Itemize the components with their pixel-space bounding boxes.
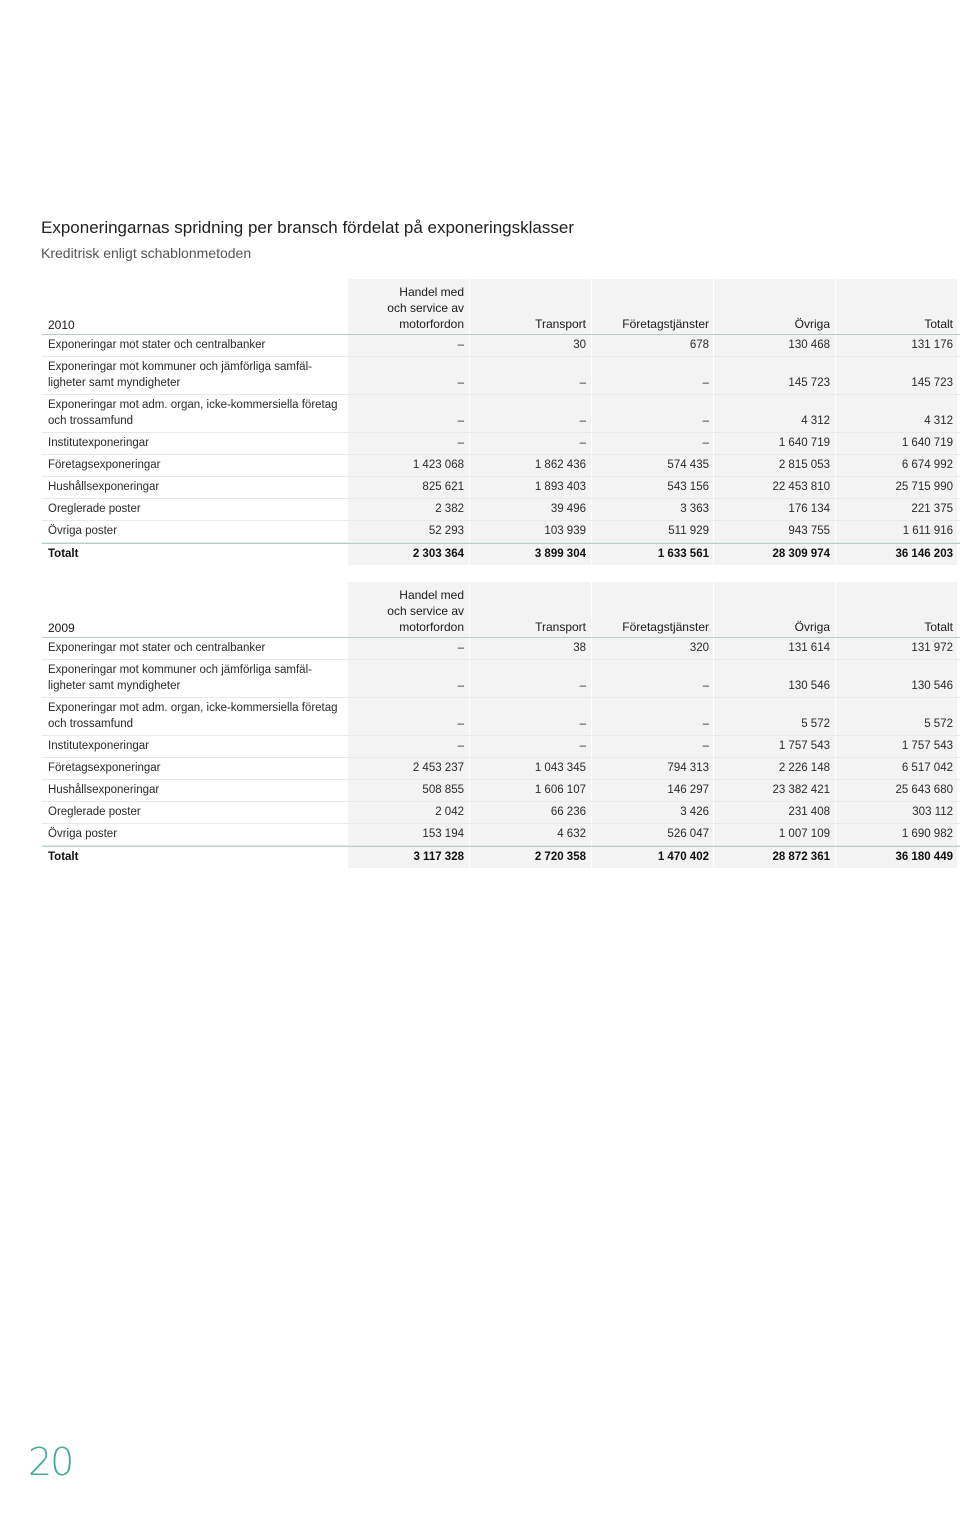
table-row — [42, 758, 960, 780]
page-subtitle: Kreditrisk enligt schablonmetoden — [41, 245, 252, 261]
row-label: Oreglerade poster — [48, 806, 141, 818]
table-cell: 30 — [573, 339, 586, 351]
table-cell: 5 572 — [924, 718, 953, 730]
table-cell: 52 293 — [428, 525, 464, 537]
table-cell: 231 408 — [788, 806, 830, 818]
table-cell: 320 — [689, 642, 709, 654]
page-number: 20 — [28, 1440, 73, 1484]
table-cell: 526 047 — [667, 828, 709, 840]
table-cell: 825 621 — [422, 481, 464, 493]
column-header-foretagstjanster: Företagstjänster — [622, 620, 709, 634]
total-cell: 2 720 358 — [534, 851, 586, 863]
table-cell: – — [457, 718, 464, 730]
table-cell: 1 043 345 — [534, 762, 586, 774]
total-cell: 1 633 561 — [657, 548, 709, 560]
table-cell: 2 382 — [435, 503, 464, 515]
table-cell: – — [702, 680, 709, 692]
row-label: Institutexponeringar — [48, 740, 150, 752]
table-row — [42, 455, 960, 477]
row-label: Övriga poster — [48, 828, 118, 840]
total-label: Totalt — [48, 548, 79, 560]
table-cell: – — [702, 437, 709, 449]
row-label: Hushållsexponeringar — [48, 481, 160, 493]
column-header-totalt: Totalt — [924, 317, 953, 331]
total-cell: 1 470 402 — [657, 851, 709, 863]
table-cell: 130 546 — [911, 680, 953, 692]
table-row — [42, 499, 960, 521]
table-cell: 508 855 — [422, 784, 464, 796]
table-cell: – — [702, 377, 709, 389]
table-body — [42, 638, 960, 868]
total-cell: 36 146 203 — [895, 548, 953, 560]
table-cell: 130 546 — [788, 680, 830, 692]
table-cell: 131 176 — [911, 339, 953, 351]
year-label: 2009 — [48, 621, 75, 635]
table-cell: 1 007 109 — [778, 828, 830, 840]
table-cell: 22 453 810 — [772, 481, 830, 493]
table-cell: 1 893 403 — [534, 481, 586, 493]
table-2009 — [42, 582, 960, 868]
table-body — [42, 335, 960, 565]
total-row — [42, 846, 960, 868]
table-cell: 145 723 — [788, 377, 830, 389]
table-header — [42, 582, 960, 638]
total-cell: 3 899 304 — [534, 548, 586, 560]
table-cell: 103 939 — [544, 525, 586, 537]
table-cell: – — [457, 339, 464, 351]
table-cell: 511 929 — [668, 525, 709, 537]
row-label: Företagsexponeringar — [48, 459, 161, 471]
table-cell: – — [579, 680, 586, 692]
table-cell: – — [579, 437, 586, 449]
table-cell: 943 755 — [788, 525, 830, 537]
total-cell: 2 303 364 — [412, 548, 464, 560]
total-row — [42, 543, 960, 565]
column-header-totalt: Totalt — [924, 620, 953, 634]
table-cell: 3 426 — [680, 806, 709, 818]
table-cell: 1 611 916 — [902, 525, 953, 537]
table-cell: 39 496 — [550, 503, 586, 515]
total-cell: 28 872 361 — [772, 851, 830, 863]
row-label: Företagsexponeringar — [48, 762, 161, 774]
table-row — [42, 357, 960, 395]
column-header-foretagstjanster: Företagstjänster — [622, 317, 709, 331]
table-cell: 1 690 982 — [901, 828, 953, 840]
table-row — [42, 335, 960, 357]
table-cell: 4 312 — [801, 415, 830, 427]
table-cell: 153 194 — [422, 828, 464, 840]
table-cell: 146 297 — [667, 784, 709, 796]
table-cell: 6 517 042 — [901, 762, 953, 774]
table-cell: 4 632 — [557, 828, 586, 840]
table-cell: – — [457, 740, 464, 752]
table-cell: 5 572 — [801, 718, 830, 730]
table-cell: 1 862 436 — [534, 459, 586, 471]
row-label: Exponeringar mot kommuner och jämförliga samfäl- ligheter samt myndigheter — [48, 664, 312, 692]
total-label: Totalt — [48, 851, 79, 863]
table-row — [42, 802, 960, 824]
table-cell: 38 — [573, 642, 586, 654]
table-cell: – — [457, 642, 464, 654]
table-cell: 130 468 — [788, 339, 830, 351]
table-cell: 66 236 — [550, 806, 586, 818]
row-label: Exponeringar mot stater och centralbanker — [48, 642, 266, 654]
table-row — [42, 780, 960, 802]
table-row — [42, 736, 960, 758]
table-cell: – — [579, 718, 586, 730]
row-label: Exponeringar mot stater och centralbanker — [48, 339, 266, 351]
table-cell: 145 723 — [911, 377, 953, 389]
row-label: Oreglerade poster — [48, 503, 141, 515]
table-row — [42, 698, 960, 736]
total-cell: 28 309 974 — [772, 548, 830, 560]
table-cell: 678 — [689, 339, 709, 351]
table-cell: – — [702, 415, 709, 427]
table-cell: 131 972 — [911, 642, 953, 654]
table-cell: 1 757 543 — [778, 740, 830, 752]
total-cell: 3 117 328 — [413, 851, 464, 863]
table-cell: 1 757 543 — [901, 740, 953, 752]
table-cell: – — [702, 740, 709, 752]
page-title: Exponeringarnas spridning per bransch fördelat på exponeringsklasser — [41, 218, 574, 237]
table-cell: – — [702, 718, 709, 730]
table-cell: 2 815 053 — [778, 459, 830, 471]
table-cell: 794 313 — [667, 762, 709, 774]
row-label: Exponeringar mot adm. organ, icke-kommersiella företag och trossamfund — [48, 399, 338, 427]
table-row — [42, 477, 960, 499]
row-label: Institutexponeringar — [48, 437, 150, 449]
table-header — [42, 279, 960, 335]
table-row — [42, 395, 960, 433]
table-cell: 23 382 421 — [772, 784, 830, 796]
column-header-ovriga: Övriga — [794, 620, 830, 634]
table-cell: – — [579, 740, 586, 752]
table-cell: 6 674 992 — [901, 459, 953, 471]
table-cell: – — [579, 377, 586, 389]
table-cell: 3 363 — [680, 503, 709, 515]
year-label: 2010 — [48, 318, 75, 332]
row-label: Exponeringar mot kommuner och jämförliga samfäl- ligheter samt myndigheter — [48, 361, 312, 389]
table-2010 — [42, 279, 960, 565]
table-row — [42, 638, 960, 660]
table-cell: 176 134 — [788, 503, 830, 515]
column-header-transport: Transport — [535, 317, 586, 331]
table-cell: 2 453 237 — [412, 762, 464, 774]
column-header-handel: Handel med och service av motorfordon — [387, 588, 464, 634]
table-cell: 131 614 — [788, 642, 830, 654]
row-label: Hushållsexponeringar — [48, 784, 160, 796]
table-cell: 25 715 990 — [895, 481, 953, 493]
table-cell: 221 375 — [911, 503, 953, 515]
table-row — [42, 660, 960, 698]
row-label: Övriga poster — [48, 525, 118, 537]
table-row — [42, 521, 960, 543]
table-cell: 2 226 148 — [778, 762, 830, 774]
table-cell: 2 042 — [435, 806, 464, 818]
row-label: Exponeringar mot adm. organ, icke-kommersiella företag och trossamfund — [48, 702, 338, 730]
table-cell: 4 312 — [924, 415, 953, 427]
column-header-ovriga: Övriga — [794, 317, 830, 331]
total-cell: 36 180 449 — [895, 851, 953, 863]
table-cell: 1 423 068 — [412, 459, 464, 471]
table-row — [42, 824, 960, 846]
table-cell: 574 435 — [667, 459, 709, 471]
table-cell: 303 112 — [912, 806, 953, 818]
table-cell: – — [457, 377, 464, 389]
table-cell: – — [579, 415, 586, 427]
table-cell: 1 606 107 — [534, 784, 586, 796]
column-header-transport: Transport — [535, 620, 586, 634]
table-cell: 25 643 680 — [895, 784, 953, 796]
table-cell: 1 640 719 — [778, 437, 830, 449]
table-cell: – — [457, 680, 464, 692]
table-cell: – — [457, 415, 464, 427]
table-cell: 1 640 719 — [901, 437, 953, 449]
column-header-handel: Handel med och service av motorfordon — [387, 285, 464, 331]
table-cell: 543 156 — [667, 481, 709, 493]
table-row — [42, 433, 960, 455]
table-cell: – — [457, 437, 464, 449]
